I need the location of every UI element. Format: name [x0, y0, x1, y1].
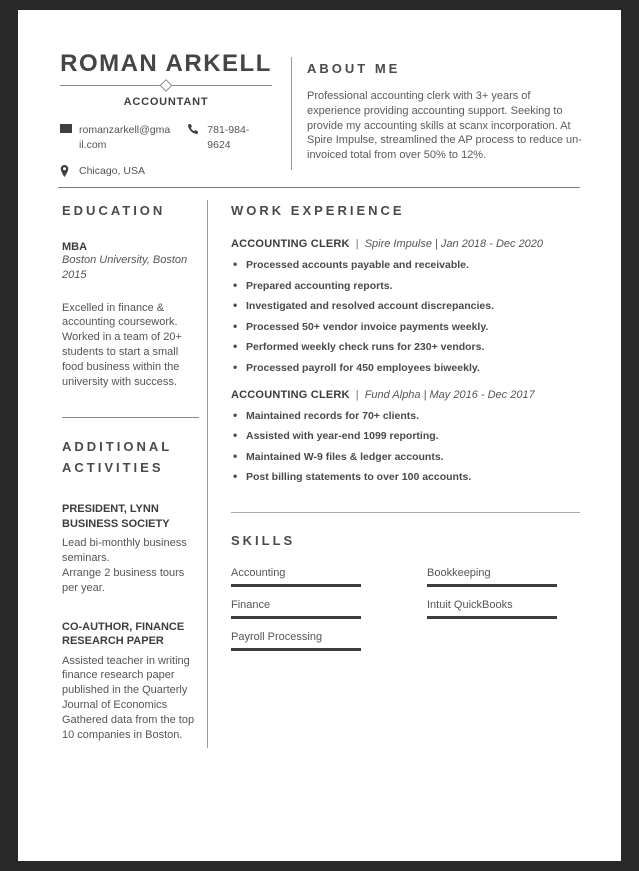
activity-title: PRESIDENT, LYNN BUSINESS SOCIETY [62, 503, 170, 530]
job-bullet: • Prepared accounting reports. [233, 280, 580, 293]
activity-line: Assisted teacher in writing finance research paper published in the Quarterly Journal of Economics [62, 654, 190, 712]
phone-icon [188, 124, 200, 134]
job-title: ACCOUNTING CLERK [231, 388, 350, 401]
job-bullet: • Performed weekly check runs for 230+ vendors. [233, 341, 580, 354]
job-header [231, 388, 580, 402]
about-text: Professional accounting clerk with 3+ years of experience providing accounting support. Seeking to provide my accounting skills at scanx incorporation. At Spire Impulse, streamlined the AP process to reduce un-invoiced total from over 50% to 12%. [307, 90, 582, 162]
skill-item [427, 599, 557, 619]
contact-block [60, 123, 272, 179]
job-header [231, 237, 580, 251]
job-bullet: • Investigated and resolved account discrepancies. [233, 300, 580, 313]
skill-item [427, 567, 557, 587]
job-entry [231, 237, 580, 375]
skill-label: Payroll Processing [231, 631, 323, 643]
location-value: Chicago, USA [79, 165, 145, 177]
phone-item [188, 123, 272, 152]
job-separator: | [355, 238, 359, 250]
job-bullet: • Maintained records for 70+ clients. [233, 410, 580, 423]
about-section [307, 61, 585, 163]
skills-heading: SKILLS [231, 533, 296, 548]
education-school: Boston University, Boston [62, 254, 188, 266]
skill-item [231, 631, 361, 651]
skills-divider [231, 512, 580, 513]
job-meta: Spire Impulse | Jan 2018 - Dec 2020 [364, 238, 544, 250]
education-description [62, 301, 199, 390]
contact-row-email-phone [60, 123, 272, 158]
activity-item [62, 502, 199, 595]
about-vertical-divider [291, 57, 292, 170]
education-year: 2015 [62, 268, 87, 281]
email-value[interactable]: romanzarkell@gmail.com [79, 124, 171, 151]
activity-line: Gathered data from the top 10 companies in Boston. [62, 713, 195, 741]
name-underline [60, 85, 272, 86]
skill-item [231, 567, 361, 587]
activity-line: Lead bi-monthly business seminars. [62, 537, 187, 565]
work-experience-heading: WORK EXPERIENCE [231, 203, 405, 218]
job-bullet: • Assisted with year-end 1099 reporting. [233, 430, 580, 443]
job-bullet: • Maintained W-9 files & ledger accounts. [233, 451, 580, 464]
education-degree: MBA [62, 241, 88, 253]
job-meta: Fund Alpha | May 2016 - Dec 2017 [364, 388, 535, 401]
email-icon [60, 124, 72, 133]
job-bullet: • Processed accounts payable and receivable. [233, 259, 580, 272]
identity-block [60, 50, 272, 185]
job-bullet-list [233, 259, 580, 375]
skill-bar [231, 616, 361, 619]
job-entry [231, 388, 580, 485]
location-pin-icon [60, 165, 72, 177]
person-name: ROMAN ARKELL [60, 50, 272, 77]
job-bullet: • Processed 50+ vendor invoice payments weekly. [233, 321, 580, 334]
right-column [231, 203, 580, 651]
resume-page [18, 10, 621, 861]
education-description-line: Worked in a team of 20+ students to start a small food business within the university with success. [62, 331, 182, 388]
skill-label: Accounting [231, 567, 286, 579]
job-bullet: • Processed payroll for 450 employees biweekly. [233, 362, 580, 375]
job-separator: | [355, 388, 359, 401]
skill-bar [427, 616, 557, 619]
activity-details [62, 536, 199, 595]
skill-bar [231, 648, 361, 651]
left-column [62, 203, 199, 742]
activity-details [62, 654, 199, 743]
activity-title: CO-AUTHOR, FINANCE RESEARCH PAPER [62, 620, 185, 648]
skill-item [231, 599, 361, 619]
activity-line: Arrange 2 business tours per year. [62, 567, 185, 594]
activity-item [62, 620, 199, 743]
diamond-ornament [160, 79, 173, 92]
left-column-divider [62, 417, 199, 418]
skill-label: Bookkeeping [427, 567, 491, 579]
phone-value[interactable]: 781-984-9624 [207, 124, 250, 151]
skill-bar [427, 584, 557, 587]
job-bullet: • Post billing statements to over 100 accounts. [233, 471, 580, 484]
contact-row-location [60, 164, 272, 179]
education-heading: EDUCATION [62, 203, 166, 218]
about-heading: ABOUT ME [307, 61, 401, 76]
header-divider [58, 187, 580, 188]
job-title: ACCOUNTING CLERK [231, 238, 350, 250]
job-bullet-list [233, 410, 580, 485]
skill-bar [231, 584, 361, 587]
person-job-title: ACCOUNTANT [123, 96, 209, 108]
skill-label: Intuit QuickBooks [427, 599, 513, 611]
skills-grid [231, 567, 580, 651]
education-description-line: Excelled in finance & accounting coursework. [62, 301, 178, 329]
skill-label: Finance [231, 599, 271, 611]
column-divider [207, 200, 208, 748]
additional-activities-heading: ADDITIONAL ACTIVITIES [62, 439, 172, 475]
